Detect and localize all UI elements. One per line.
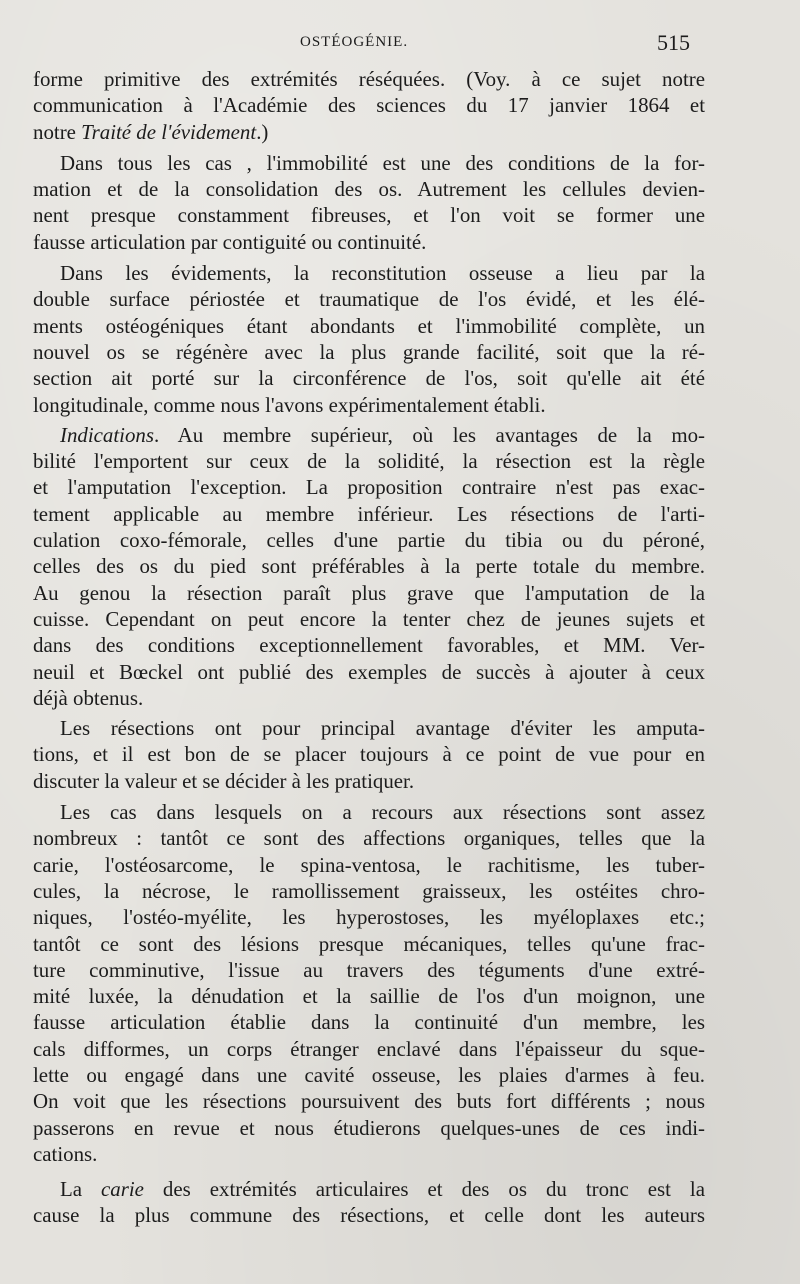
text-line: [33, 1115, 705, 1141]
text-line: [33, 852, 705, 878]
text-segment: La: [60, 1177, 102, 1202]
text-segment: cations.: [33, 1141, 98, 1166]
text-segment: longitudinale, comme nous l'avons expérimentalement établi.: [33, 392, 546, 417]
text-segment: forme primitive des extrémités réséquées. (Voy. à ce sujet notre: [33, 67, 705, 91]
text-segment: dans des conditions exceptionnellement favorables, et MM. Ver-: [33, 633, 705, 658]
body-text: [33, 66, 705, 1229]
text-line: [33, 202, 705, 228]
text-segment: lette ou engagé dans une cavité osseuse, les plaies d'armes à feu.: [33, 1062, 705, 1087]
text-segment: ments ostéogéniques étant abondants et l'immobilité complète, un: [33, 313, 705, 338]
text-line: [33, 448, 705, 474]
text-line: [33, 260, 705, 286]
text-line: [33, 580, 705, 606]
text-segment: Dans les évidements, la reconstitution osseuse a lieu par la: [60, 261, 705, 286]
text-line: [33, 659, 705, 685]
text-segment: cals difformes, un corps étranger enclavé dans l'épaisseur du sque-: [33, 1036, 705, 1061]
paragraph: [33, 260, 705, 418]
text-line: [33, 741, 705, 767]
text-segment: ture comminutive, l'issue au travers des téguments d'une extré-: [33, 957, 705, 982]
text-line: [33, 365, 705, 391]
text-line: [33, 474, 705, 500]
text-line: [33, 422, 705, 448]
text-segment: cuisse. Cependant on peut encore la tenter chez de jeunes sujets et: [33, 606, 705, 631]
text-segment: Les cas dans lesquels on a recours aux résections sont assez: [60, 800, 705, 825]
page-number: 515: [657, 30, 690, 55]
text-segment: nent presque constamment fibreuses, et l'on voit se former une: [33, 203, 705, 228]
text-segment: double surface périostée et traumatique de l'os évidé, et les élé-: [33, 287, 705, 312]
text-line: [33, 1062, 705, 1088]
text-segment: tement applicable au membre inférieur. Les résections de l'arti-: [33, 501, 705, 526]
text-line: [33, 983, 705, 1009]
text-segment: mation et de la consolidation des os. Autrement les cellules devien-: [33, 177, 705, 202]
text-line: [33, 878, 705, 904]
paragraph: [33, 150, 705, 255]
text-line: [33, 931, 705, 957]
text-segment: nombreux : tantôt ce sont des affections organiques, telles que la: [33, 826, 705, 851]
text-segment: culation coxo-fémorale, celles d'une partie du tibia ou du péroné,: [33, 528, 705, 553]
text-line: [33, 119, 705, 145]
paragraph: [33, 715, 705, 794]
text-line: [33, 66, 705, 92]
text-line: [33, 606, 705, 632]
text-segment: carie, l'ostéosarcome, le spina-ventosa, le rachitisme, les tuber-: [33, 852, 705, 877]
text-segment: neuil et Bœckel ont publié des exemples de succès à ajouter à ceux: [33, 659, 705, 684]
text-line: [33, 957, 705, 983]
text-segment: Au genou la résection paraît plus grave que l'amputation de la: [33, 580, 705, 605]
text-line: [33, 1009, 705, 1035]
text-line: [33, 1141, 705, 1167]
text-line: [33, 1176, 705, 1202]
text-line: [33, 92, 705, 118]
text-segment: des extrémités articulaires et des os du tronc est la: [143, 1177, 705, 1202]
text-segment: et l'amputation l'exception. La proposition contraire n'est pas exac-: [33, 475, 705, 500]
italic-segment: Traité de l'évidement: [81, 119, 257, 144]
text-line: [33, 527, 705, 553]
text-line: [33, 1202, 705, 1228]
italic-segment: carie: [101, 1177, 144, 1202]
text-segment: passerons en revue et nous étudierons quelques-unes de ces indi-: [33, 1115, 705, 1140]
text-segment: celles des os du pied sont préférables à la perte totale du membre.: [33, 554, 705, 579]
text-line: [33, 150, 705, 176]
text-segment: . Au membre supérieur, où les avantages de la mo-: [154, 422, 705, 447]
text-line: [33, 632, 705, 658]
text-segment: communication à l'Académie des sciences du 17 janvier 1864 et: [33, 93, 705, 118]
text-segment: cause la plus commune des résections, et celle dont les auteurs: [33, 1203, 705, 1228]
text-line: [33, 1088, 705, 1114]
text-line: [33, 553, 705, 579]
text-line: [33, 904, 705, 930]
text-line: [33, 685, 705, 711]
text-segment: section ait porté sur la circonférence de l'os, soit qu'elle ait été: [33, 366, 705, 391]
text-segment: fausse articulation par contiguité ou continuité.: [33, 229, 427, 254]
text-line: [33, 313, 705, 339]
text-segment: nouvel os se régénère avec la plus grande facilité, soit que la ré-: [33, 339, 705, 364]
text-segment: Dans tous les cas , l'immobilité est une des conditions de la for-: [60, 150, 705, 175]
text-segment: On voit que les résections poursuivent des buts fort différents ; nous: [33, 1089, 705, 1114]
text-segment: cules, la nécrose, le ramollissement graisseux, les ostéites chro-: [33, 878, 705, 903]
text-segment: tantôt ce sont des lésions presque mécaniques, telles qu'une frac-: [33, 931, 705, 956]
paragraph: [33, 66, 705, 145]
text-segment: .): [256, 119, 269, 144]
text-line: [33, 176, 705, 202]
text-segment: bilité l'emportent sur ceux de la solidité, la résection est la règle: [33, 449, 705, 474]
paragraph: [33, 422, 705, 711]
text-segment: déjà obtenus.: [33, 685, 144, 710]
running-title: OSTÉOGÉNIE.: [300, 34, 409, 50]
text-line: [33, 229, 705, 255]
text-segment: Les résections ont pour principal avantage d'éviter les amputa-: [60, 716, 705, 741]
text-line: [33, 501, 705, 527]
text-line: [33, 392, 705, 418]
text-segment: notre: [33, 119, 82, 144]
paragraph: [33, 799, 705, 1167]
text-line: [33, 286, 705, 312]
text-line: [33, 799, 705, 825]
text-segment: discuter la valeur et se décider à les pratiquer.: [33, 768, 415, 793]
text-line: [33, 768, 705, 794]
text-line: [33, 339, 705, 365]
text-segment: niques, l'ostéo-myélite, les hyperostoses, les myéloplaxes etc.;: [33, 905, 705, 930]
text-line: [33, 1036, 705, 1062]
text-segment: fausse articulation établie dans la continuité d'un membre, les: [33, 1010, 705, 1035]
text-line: [33, 825, 705, 851]
text-segment: tions, et il est bon de se placer toujours à ce point de vue pour en: [33, 742, 705, 767]
text-line: [33, 715, 705, 741]
text-segment: mité luxée, la dénudation et la saillie de l'os d'un moignon, une: [33, 984, 705, 1009]
paragraph: [33, 1176, 705, 1229]
italic-segment: Indications: [60, 422, 154, 447]
